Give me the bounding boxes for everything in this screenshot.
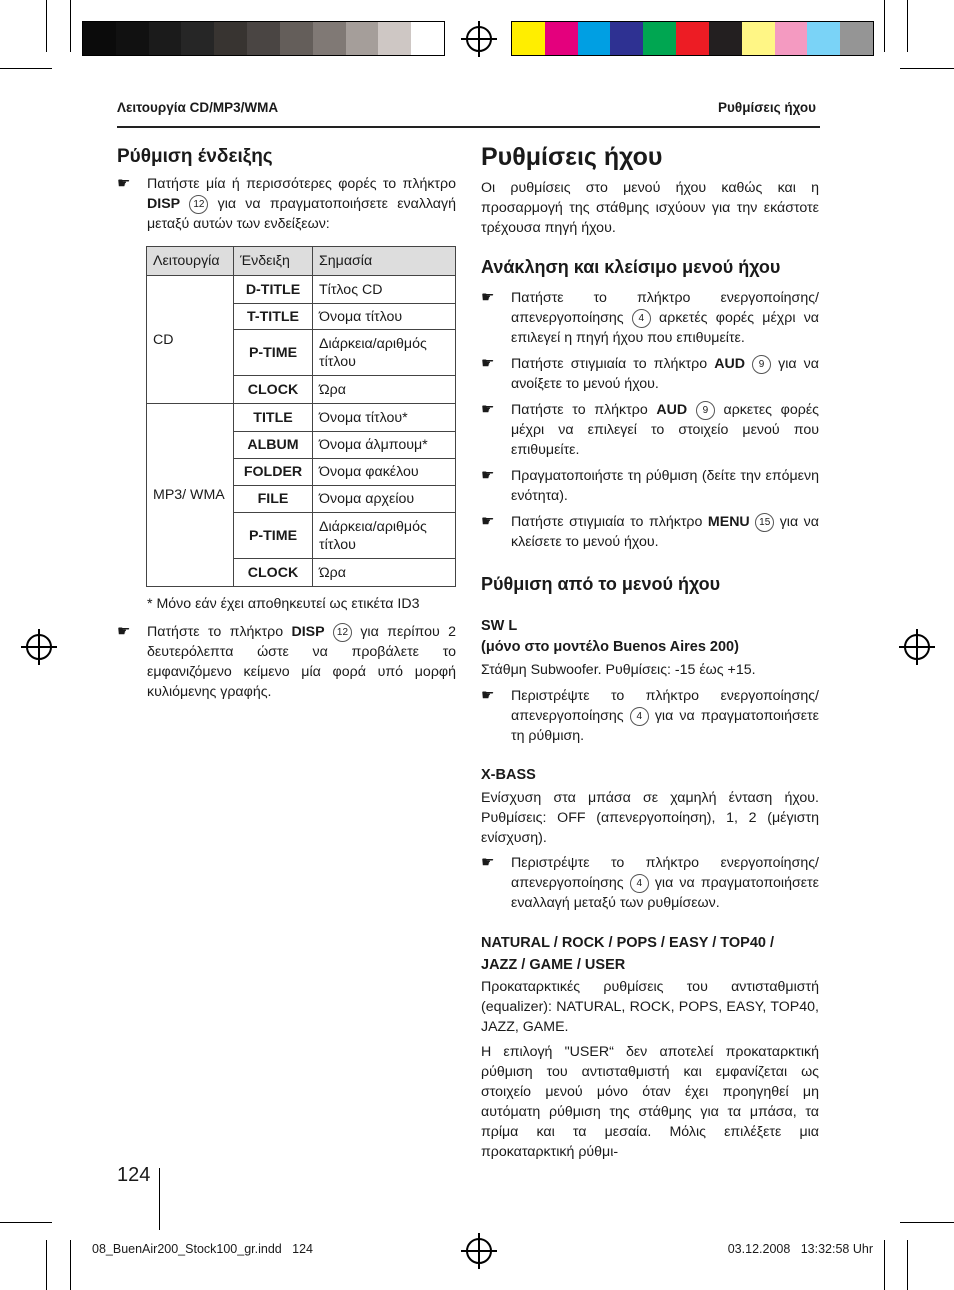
code-cell: CLOCK: [234, 559, 313, 587]
key-number-badge: 4: [630, 707, 649, 726]
color-swatch: [378, 22, 411, 55]
color-swatch: [116, 22, 149, 55]
color-swatch: [840, 22, 873, 55]
code-cell: P-TIME: [234, 330, 313, 376]
key-number-badge: 9: [752, 355, 771, 374]
registration-mark-icon: [26, 634, 52, 660]
registration-mark-icon: [466, 1238, 492, 1264]
pointing-hand-icon: ☛: [117, 175, 131, 192]
crop-mark: [0, 1222, 52, 1223]
subheading-xbass: X-BASS: [481, 767, 536, 783]
color-swatch: [709, 22, 742, 55]
table-row: [147, 404, 456, 432]
pointing-hand-icon: ☛: [481, 401, 495, 418]
key-number-badge: 4: [632, 309, 651, 328]
crop-mark: [46, 0, 47, 52]
eq-user-description: Η επιλογή "USER“ δεν αποτελεί προκαταρκτική ρύθμιση του αντισταθμιστή και εμφανίζεται ως στοιχείο μενού μόνο όταν έχει προηγηθεί μη αυτόματη ρύθμιση της στάθμης για τα μπάσα, τα πρίμα και τα μεσαία. Μόλις επιλέξετε μια προκαταρκτική ρύθμι-: [481, 1044, 819, 1160]
subheading-eq-line1: NATURAL / ROCK / POPS / EASY / TOP40 /: [481, 935, 775, 951]
code-cell: FILE: [234, 486, 313, 513]
bullet-adjust: ☛ Πραγματοποιήστε τη ρύθμιση (δείτε την επόμενη ενότητα).: [481, 467, 819, 504]
registration-mark-icon: [466, 26, 492, 52]
color-swatch: [411, 22, 444, 55]
key-number-badge: 15: [755, 513, 774, 532]
color-swatch: [807, 22, 840, 55]
grayscale-color-bar: [82, 21, 445, 56]
bullet-select-item: ☛ Πατήστε το πλήκτρο AUD 9 αρκετες φορές μέχρι να επιλεγεί το στοιχείο μενού που επιθυμείτε.: [481, 401, 819, 458]
section-title-menu: Ανάκληση και κλείσιμο μενού ήχου: [481, 257, 781, 277]
display-modes-table: [146, 246, 456, 587]
crop-mark: [900, 68, 954, 69]
color-swatch: [313, 22, 346, 55]
eq-description: Προκαταρκτικές ρυθμίσεις του αντισταθμιστή (equalizer): NATURAL, ROCK, POPS, EASY, TOP40, JAZZ, GAME.: [481, 979, 819, 1035]
color-swatch: [83, 22, 116, 55]
crop-mark: [900, 1222, 954, 1223]
crop-mark: [884, 1240, 885, 1290]
meaning-cell: Διάρκεια/αριθμός τίτλου: [313, 513, 456, 559]
meaning-cell: Όνομα τίτλου: [313, 304, 456, 330]
page-gutter-line: [159, 1168, 160, 1230]
meaning-cell: Ώρα: [313, 559, 456, 587]
process-color-bar: [511, 21, 874, 56]
color-swatch: [149, 22, 182, 55]
subheading-swl: SW L: [481, 618, 518, 634]
meaning-cell: Όνομα αρχείου: [313, 486, 456, 513]
color-swatch: [512, 22, 545, 55]
xbass-description: Ενίσχυση στα μπάσα σε χαμηλή ένταση ήχου. Ρυθμίσεις: OFF (απενεργοποίηση), 1, 2 (μέγιστη ενίσχυση).: [481, 790, 819, 846]
table-row: [147, 276, 456, 304]
page-number: 124: [117, 1164, 151, 1186]
color-swatch: [545, 22, 578, 55]
bullet-swl-rotate: ☛ Περιστρέψτε το πλήκτρο ενεργοποίησης/απενεργοποίησης 4 για να πραγματοποιήσετε τη ρύθμιση.: [481, 687, 819, 744]
color-swatch: [643, 22, 676, 55]
pointing-hand-icon: ☛: [481, 513, 495, 530]
crop-mark: [884, 0, 885, 52]
bullet-xbass-rotate: ☛ Περιστρέψτε το πλήκτρο ενεργοποίησης/απενεργοποίησης 4 για να πραγματοποιήσετε εναλλαγή μεταξύ των ρυθμίσεων.: [481, 854, 819, 911]
bullet-open-menu: ☛ Πατήστε στιγμιαία το πλήκτρο AUD 9 για να ανοίξετε το μενού ήχου.: [481, 355, 819, 392]
pointing-hand-icon: ☛: [117, 623, 131, 640]
table-header-cell: Σημασία: [313, 247, 456, 276]
color-swatch: [346, 22, 379, 55]
code-cell: CLOCK: [234, 376, 313, 404]
crop-mark: [0, 68, 52, 69]
meaning-cell: Τίτλος CD: [313, 276, 456, 304]
crop-mark: [46, 1240, 47, 1290]
page-title: Ρυθμίσεις ήχου: [481, 143, 663, 171]
key-number-badge: 9: [696, 401, 715, 420]
key-number-badge: 12: [333, 623, 352, 642]
registration-mark-icon: [904, 634, 930, 660]
code-cell: D-TITLE: [234, 276, 313, 304]
bullet-close-menu: ☛ Πατήστε στιγμιαία το πλήκτρο MENU 15 για να κλείσετε το μενού ήχου.: [481, 513, 819, 550]
code-cell: ALBUM: [234, 432, 313, 459]
code-cell: TITLE: [234, 404, 313, 432]
header-rule: [117, 126, 820, 128]
color-swatch: [247, 22, 280, 55]
code-cell: T-TITLE: [234, 304, 313, 330]
meaning-cell: Όνομα φακέλου: [313, 459, 456, 486]
code-cell: FOLDER: [234, 459, 313, 486]
pointing-hand-icon: ☛: [481, 289, 495, 306]
running-header-left: Λειτουργία CD/MP3/WMA: [117, 100, 279, 115]
meaning-cell: Διάρκεια/αριθμός τίτλου: [313, 330, 456, 376]
meaning-cell: Όνομα άλμπουμ*: [313, 432, 456, 459]
code-cell: P-TIME: [234, 513, 313, 559]
subheading-eq-line2: JAZZ / GAME / USER: [481, 957, 626, 973]
crop-mark: [70, 0, 71, 52]
subheading-swl-model: (μόνο στο μοντέλο Buenos Aires 200): [481, 639, 739, 655]
table-header-row: [147, 247, 456, 276]
table-header-cell: Ένδειξη: [234, 247, 313, 276]
pointing-hand-icon: ☛: [481, 687, 495, 704]
bullet-disp-toggle: ☛ Πατήστε μία ή περισσότερες φορές το πλήκτρο DISP 12 για να πραγματοποιήσετε εναλλαγή μεταξύ αυτών των ενδείξεων:: [117, 175, 456, 232]
pointing-hand-icon: ☛: [481, 854, 495, 871]
crop-mark: [907, 0, 908, 52]
section-title-display: Ρύθμιση ένδειξης: [117, 146, 273, 167]
color-swatch: [214, 22, 247, 55]
footer-file-info: 08_BuenAir200_Stock100_gr.indd 124: [92, 1242, 314, 1256]
bullet-disp-hold: ☛ Πατήστε το πλήκτρο DISP 12 για περίπου 2 δευτερόλεπτα ώστε να προβάλετε το εμφανιζόμενο κείμενο μία φορά υπό μορφή κυλιόμενης γραφής.: [117, 623, 456, 700]
table-footnote: * Μόνο εάν έχει αποθηκευτεί ως ετικέτα ID3: [147, 596, 420, 612]
key-number-badge: 12: [189, 195, 208, 214]
mode-cell: CD: [147, 276, 234, 404]
section-title-settings: Ρύθμιση από το μενού ήχου: [481, 574, 721, 594]
meaning-cell: Όνομα τίτλου*: [313, 404, 456, 432]
color-swatch: [676, 22, 709, 55]
key-number-badge: 4: [630, 874, 649, 893]
running-header-right: Ρυθμίσεις ήχου: [718, 100, 816, 115]
meaning-cell: Ώρα: [313, 376, 456, 404]
color-swatch: [578, 22, 611, 55]
color-swatch: [775, 22, 808, 55]
crop-mark: [70, 1240, 71, 1290]
bullet-select-source: ☛ Πατήστε το πλήκτρο ενεργοποίησης/απενεργοποίησης 4 αρκετές φορές μέχρι να επιλεγεί η πηγή ήχου που επιθυμείτε.: [481, 289, 819, 346]
intro-paragraph: Οι ρυθμίσεις στο μενού ήχου καθώς και η προσαρμογή της στάθμης ισχύουν για την εκάστοτε τρέχουσα πηγή ήχου.: [481, 180, 819, 236]
swl-description: Στάθμη Subwoofer. Ρυθμίσεις: -15 έως +15.: [481, 662, 756, 678]
color-swatch: [280, 22, 313, 55]
crop-mark: [907, 1240, 908, 1290]
color-swatch: [742, 22, 775, 55]
mode-cell: MP3/ WMA: [147, 404, 234, 587]
color-swatch: [610, 22, 643, 55]
table-header-cell: Λειτουργία: [147, 247, 234, 276]
footer-date: 03.12.2008 13:32:58 Uhr: [727, 1242, 873, 1256]
pointing-hand-icon: ☛: [481, 467, 495, 484]
color-swatch: [181, 22, 214, 55]
pointing-hand-icon: ☛: [481, 355, 495, 372]
